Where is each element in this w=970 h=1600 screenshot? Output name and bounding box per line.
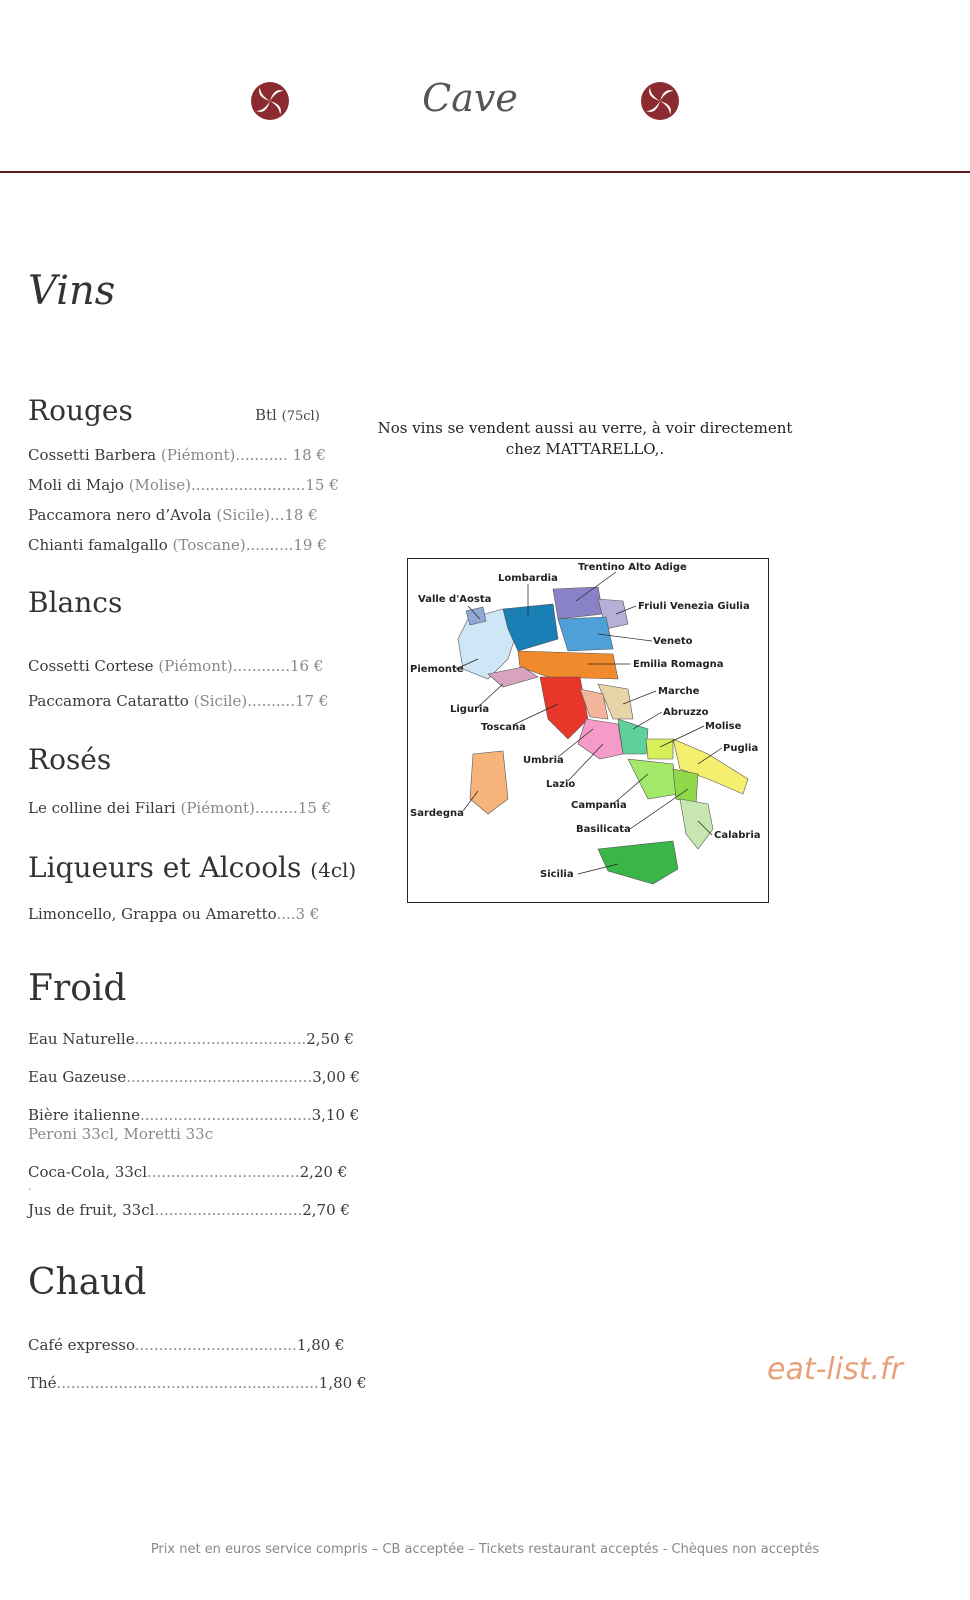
- swirl-ornament-icon: [640, 81, 680, 121]
- map-label: Basilicata: [576, 824, 631, 835]
- item-name: Chianti famalgallo: [28, 536, 168, 554]
- item-name: Eau Gazeuse: [28, 1068, 127, 1086]
- item-name: Paccamora Cataratto: [28, 692, 189, 710]
- btl-label: Btl: [255, 406, 277, 424]
- item-price: 17 €: [294, 692, 329, 710]
- item-subtext: Peroni 33cl, Moretti 33c: [28, 1125, 214, 1143]
- map-label: Sardegna: [410, 808, 464, 819]
- item-price: 16 €: [289, 657, 324, 675]
- map-label: Campania: [571, 800, 627, 811]
- item-region: (Sicile): [216, 506, 271, 524]
- map-label: Emilia Romagna: [633, 659, 724, 670]
- stray-dot: .: [28, 1180, 32, 1193]
- liqueurs-volume: (4cl): [310, 858, 357, 882]
- map-label: Lazio: [546, 779, 576, 790]
- item-dots: .......................................: [126, 1068, 313, 1086]
- item-name: Bière italienne: [28, 1106, 140, 1124]
- item-name: Jus de fruit, 33cl: [28, 1201, 155, 1219]
- map-label: Marche: [658, 686, 700, 697]
- item-price: 1,80 €: [318, 1374, 367, 1392]
- item-price: 15 €: [305, 476, 339, 494]
- page-title: Vins: [28, 268, 116, 314]
- watermark-logo: eat-list.fr: [767, 1352, 903, 1387]
- item-dots: ....................................: [134, 1030, 307, 1048]
- item-price: 3,10 €: [311, 1106, 360, 1124]
- map-label: Valle d'Aosta: [418, 594, 492, 605]
- list-item: [28, 1068, 360, 1086]
- map-label: Veneto: [653, 636, 693, 647]
- note-line-1: Nos vins se vendent aussi au verre, à voir directement: [377, 419, 793, 437]
- item-price: 2,70 €: [302, 1201, 350, 1219]
- list-item: [28, 1030, 354, 1048]
- map-label: Sicilia: [540, 869, 574, 880]
- item-dots: ....................................: [139, 1106, 312, 1124]
- item-dots: ............: [232, 657, 290, 675]
- header-title: Cave: [422, 76, 518, 120]
- section-title-blancs: Blancs: [28, 586, 123, 619]
- item-name: Coca-Cola, 33cl: [28, 1163, 147, 1181]
- map-label: Friuli Venezia Giulia: [638, 601, 750, 612]
- list-item: [28, 1106, 359, 1124]
- item-name: Cossetti Barbera: [28, 446, 157, 464]
- item-name: Paccamora nero d’Avola: [28, 506, 212, 524]
- item-price: 2,50 €: [306, 1030, 354, 1048]
- bottle-label: [255, 406, 320, 424]
- item-region: (Piémont): [180, 799, 255, 817]
- section-title-liqueurs: [28, 851, 356, 884]
- list-item: [28, 657, 323, 675]
- map-label: Liguria: [450, 704, 490, 715]
- item-name: Limoncello, Grappa ou Amaretto: [28, 905, 277, 923]
- item-region: (Piémont): [160, 446, 236, 464]
- item-price: 15 €: [297, 799, 332, 817]
- map-label: Trentino Alto Adige: [578, 562, 687, 573]
- item-price: 1,80 €: [296, 1336, 345, 1354]
- item-dots: ...............................: [154, 1201, 303, 1219]
- map-label: Puglia: [723, 743, 759, 754]
- list-item: [28, 1374, 367, 1392]
- item-dots: ..........: [247, 692, 295, 710]
- item-name: Le colline dei Filari: [28, 799, 176, 817]
- list-item: [28, 1336, 345, 1354]
- item-dots: .........: [254, 799, 298, 817]
- item-dots: ..........: [245, 536, 294, 554]
- item-price: 3,00 €: [312, 1068, 360, 1086]
- list-item: [28, 1163, 347, 1181]
- map-label: Toscana: [481, 722, 526, 733]
- map-label: Molise: [705, 721, 742, 732]
- item-price: 18 €: [292, 446, 326, 464]
- item-name: Moli di Majo: [28, 476, 124, 494]
- item-price: 2,20 €: [299, 1163, 348, 1181]
- italy-regions-map: [407, 558, 769, 903]
- map-label: Calabria: [714, 830, 761, 841]
- italy-map-graphic: [408, 559, 768, 902]
- item-dots: ....: [276, 905, 296, 923]
- wine-note: [375, 418, 795, 460]
- item-price: 18 €: [284, 506, 318, 524]
- list-item: [28, 692, 328, 710]
- item-price: 19 €: [293, 536, 327, 554]
- footer-note: Prix net en euros service compris – CB acceptée – Tickets restaurant acceptés - Chèques non acceptés: [150, 1542, 820, 1557]
- section-title-froid: Froid: [28, 968, 127, 1009]
- list-item: [28, 476, 339, 494]
- btl-volume: (75cl): [281, 409, 320, 424]
- item-region: (Molise): [128, 476, 191, 494]
- item-dots: ...: [270, 506, 285, 524]
- item-region: (Toscane): [172, 536, 246, 554]
- page-header: [0, 0, 970, 173]
- item-name: Thé: [28, 1374, 57, 1392]
- item-dots: .......................................................: [56, 1374, 319, 1392]
- map-label: Abruzzo: [663, 707, 709, 718]
- section-title-chaud: Chaud: [28, 1262, 147, 1303]
- liqueurs-title: Liqueurs et Alcools: [28, 851, 302, 884]
- item-name: Cossetti Cortese: [28, 657, 154, 675]
- item-price: 3 €: [295, 905, 320, 923]
- map-label: Piemonte: [410, 664, 464, 675]
- item-name: Eau Naturelle: [28, 1030, 135, 1048]
- item-dots: ........................: [190, 476, 306, 494]
- section-title-roses: Rosés: [28, 743, 112, 776]
- map-label: Umbria: [523, 755, 564, 766]
- section-title-rouges: Rouges: [28, 394, 133, 427]
- list-item: [28, 506, 318, 524]
- item-name: Café expresso: [28, 1336, 135, 1354]
- note-line-2: chez MATTARELLO,.: [505, 440, 665, 458]
- map-label: Lombardia: [498, 573, 558, 584]
- item-region: (Piémont): [158, 657, 233, 675]
- list-item: [28, 799, 331, 817]
- item-region: (Sicile): [193, 692, 248, 710]
- item-dots: ...........: [235, 446, 288, 464]
- item-dots: ..................................: [134, 1336, 297, 1354]
- list-item: [28, 536, 327, 554]
- item-dots: ................................: [147, 1163, 300, 1181]
- list-item: [28, 1201, 350, 1219]
- list-item: [28, 905, 319, 923]
- list-item: [28, 446, 326, 464]
